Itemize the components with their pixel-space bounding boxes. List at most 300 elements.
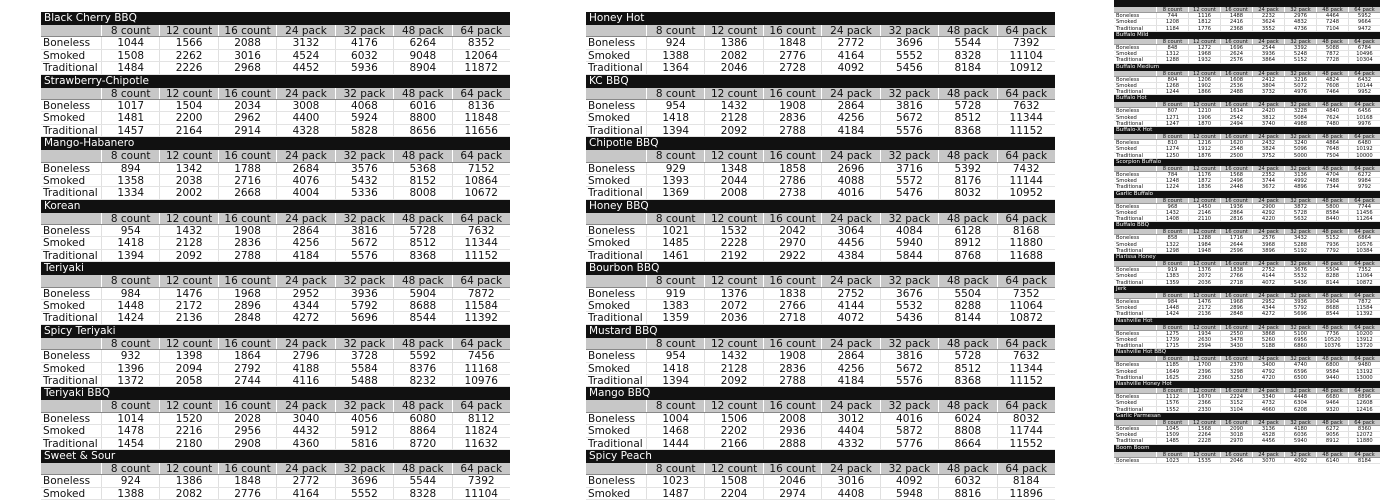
- table-cell: 2110: [1188, 216, 1220, 221]
- table-cell: 2038: [159, 175, 217, 186]
- column-header: 8 count: [646, 338, 704, 349]
- column-header: 16 count: [1220, 198, 1252, 203]
- table-cell: 8368: [938, 375, 996, 386]
- table-cell: 8368: [393, 250, 451, 261]
- column-header: 32 pack: [1284, 388, 1316, 393]
- table-cell: 2368: [1220, 26, 1252, 31]
- table-cell: 10952: [997, 187, 1055, 198]
- table-cell: 807: [1156, 108, 1188, 113]
- row-label: Smoked: [43, 300, 86, 312]
- table-cell: 1275: [1156, 331, 1188, 336]
- table-cell: 8184: [938, 62, 996, 73]
- table-cell: 11584: [1348, 305, 1380, 310]
- table-cell: 4092: [821, 62, 879, 73]
- flavor-title: [1114, 0, 1380, 7]
- table-cell: 1836: [1188, 184, 1220, 189]
- column-header: 24 pack: [821, 150, 879, 161]
- table-cell: 1481: [101, 112, 159, 123]
- table-cell: 1968: [1220, 299, 1252, 304]
- column-header: 12 count: [1188, 39, 1220, 44]
- row-label: Boneless: [43, 37, 91, 49]
- column-header: 32 pack: [1284, 7, 1316, 12]
- table-cell: 2956: [218, 425, 276, 436]
- column-header: 8 count: [1156, 356, 1188, 361]
- table-cell: 2090: [1220, 426, 1252, 431]
- column-header: 8 count: [1156, 198, 1188, 203]
- flavor-title: Teriyaki: [41, 262, 510, 275]
- table-row: [41, 413, 510, 425]
- column-header: 12 count: [704, 213, 762, 224]
- table-cell: 1184: [1156, 26, 1188, 31]
- column-header: 16 count: [1220, 261, 1252, 266]
- column-header: 48 pack: [1316, 39, 1348, 44]
- table-cell: 4740: [1284, 362, 1316, 367]
- table-cell: 1432: [704, 100, 762, 111]
- table-row: [41, 37, 510, 49]
- column-header: 64 pack: [1348, 7, 1380, 12]
- column-header: 48 pack: [938, 25, 996, 36]
- column-header: 8 count: [1156, 293, 1188, 298]
- table-cell: 8544: [393, 312, 451, 323]
- row-label: Traditional: [1116, 25, 1144, 31]
- table-cell: 2180: [159, 438, 217, 449]
- column-header: 24 pack: [1252, 166, 1284, 171]
- row-label: Boneless: [1116, 140, 1140, 146]
- table-cell: 5544: [938, 37, 996, 48]
- table-cell: 2766: [763, 300, 821, 311]
- table-cell: 8328: [393, 488, 451, 499]
- table-cell: 1468: [646, 425, 704, 436]
- row-label: Traditional: [588, 187, 643, 199]
- row-label: Smoked: [43, 49, 86, 62]
- table-cell: 2044: [704, 175, 762, 186]
- table-cell: 5816: [335, 438, 393, 449]
- row-label: Traditional: [1116, 374, 1144, 380]
- column-header: 32 pack: [1284, 293, 1316, 298]
- table-row: [586, 438, 1055, 450]
- table-cell: 7744: [1348, 204, 1380, 209]
- table-cell: 5192: [1284, 248, 1316, 253]
- row-label: Boneless: [43, 475, 91, 487]
- flavor-table: [586, 12, 1055, 75]
- column-header: 24 pack: [1252, 102, 1284, 107]
- table-cell: 1045: [1156, 426, 1188, 431]
- table-cell: 8288: [938, 300, 996, 311]
- column-header: 64 pack: [452, 400, 510, 411]
- table-cell: 4864: [1316, 140, 1348, 145]
- table-cell: 2128: [704, 112, 762, 123]
- table-cell: 8232: [393, 375, 451, 386]
- row-label: Boneless: [43, 99, 91, 112]
- table-cell: 10496: [1348, 51, 1380, 56]
- table-cell: 5696: [335, 312, 393, 323]
- column-header: 8 count: [646, 275, 704, 286]
- table-row: [41, 225, 510, 237]
- table-cell: 5504: [938, 288, 996, 299]
- column-header: 8 count: [1156, 134, 1188, 139]
- row-label: Traditional: [1116, 343, 1144, 349]
- column-header: 16 count: [1220, 71, 1252, 76]
- header-blank: [586, 338, 646, 349]
- table-cell: 4400: [276, 112, 334, 123]
- table-cell: 1386: [159, 475, 217, 486]
- column-header: 48 pack: [1316, 420, 1348, 425]
- table-cell: 11880: [997, 237, 1055, 248]
- table-row: [586, 475, 1055, 487]
- table-cell: 5436: [1284, 280, 1316, 285]
- table-cell: 11456: [1348, 210, 1380, 215]
- table-cell: 2548: [1220, 146, 1252, 151]
- header-row: [41, 275, 510, 287]
- table-cell: 8360: [1348, 426, 1380, 431]
- table-row: [586, 350, 1055, 362]
- column-header: 16 count: [1220, 134, 1252, 139]
- table-cell: 2352: [1252, 172, 1284, 177]
- table-cell: 5152: [1316, 235, 1348, 240]
- row-label: Boneless: [1116, 425, 1140, 432]
- table-cell: 2922: [763, 250, 821, 261]
- table-cell: 7352: [1348, 267, 1380, 272]
- column-header: 12 count: [1188, 356, 1220, 361]
- column-header: 24 pack: [1252, 198, 1284, 203]
- row-label: Boneless: [1116, 44, 1140, 51]
- row-label: Traditional: [1116, 247, 1144, 253]
- table-cell: 1485: [646, 237, 704, 248]
- flavor-title: Spicy Peach: [586, 450, 1055, 463]
- table-cell: 3250: [1220, 375, 1252, 380]
- table-cell: 2738: [763, 187, 821, 198]
- table-cell: 9976: [1348, 121, 1380, 126]
- column-header: 48 pack: [1316, 229, 1348, 234]
- column-header: 32 pack: [880, 88, 938, 99]
- column-header: 48 pack: [393, 213, 451, 224]
- table-cell: 5000: [1284, 153, 1316, 158]
- table-cell: 10912: [997, 62, 1055, 73]
- table-cell: 2594: [1188, 343, 1220, 348]
- column-header: 8 count: [1156, 229, 1188, 234]
- table-cell: 11872: [452, 62, 510, 73]
- table-cell: 2412: [1252, 77, 1284, 82]
- column-header: 12 count: [159, 463, 217, 474]
- table-cell: 2172: [159, 300, 217, 311]
- table-cell: 1185: [1156, 362, 1188, 367]
- table-row: [586, 125, 1055, 137]
- column-header: 16 count: [763, 400, 821, 411]
- table-cell: 7792: [1316, 248, 1348, 253]
- table-cell: 2968: [218, 62, 276, 73]
- table-cell: 9792: [1348, 184, 1380, 189]
- column-header: 48 pack: [393, 275, 451, 286]
- column-header: 24 pack: [1252, 293, 1284, 298]
- table-cell: 2128: [704, 363, 762, 374]
- column-header: 64 pack: [1348, 198, 1380, 203]
- table-cell: 11552: [997, 438, 1055, 449]
- table-cell: 2776: [763, 50, 821, 61]
- table-cell: 4176: [335, 37, 393, 48]
- table-cell: 4092: [1284, 458, 1316, 463]
- table-cell: 2788: [218, 250, 276, 261]
- table-cell: 4164: [821, 50, 879, 61]
- table-cell: 7152: [452, 163, 510, 174]
- column-header: 24 pack: [1252, 452, 1284, 457]
- row-label: Boneless: [43, 225, 91, 237]
- table-cell: 5728: [938, 350, 996, 361]
- column-header: 64 pack: [452, 463, 510, 474]
- flavor-title: Boom Boom: [1114, 445, 1380, 452]
- column-header: 8 count: [1156, 71, 1188, 76]
- column-header: 32 pack: [1284, 198, 1316, 203]
- table-cell: 2192: [704, 250, 762, 261]
- table-cell: 11152: [997, 375, 1055, 386]
- column-header: 16 count: [218, 400, 276, 411]
- header-row: [41, 150, 510, 162]
- table-row: [41, 112, 510, 124]
- table-cell: 8152: [393, 175, 451, 186]
- column-header: 32 pack: [335, 88, 393, 99]
- table-cell: 4840: [1316, 108, 1348, 113]
- table-cell: 1858: [763, 163, 821, 174]
- table-cell: 1838: [1220, 267, 1252, 272]
- table-cell: 12064: [452, 50, 510, 61]
- column-header: 48 pack: [393, 463, 451, 474]
- column-header: 64 pack: [1348, 356, 1380, 361]
- table-cell: 1506: [704, 413, 762, 424]
- table-cell: 1948: [1188, 248, 1220, 253]
- column-header: 12 count: [1188, 71, 1220, 76]
- column-header: 12 count: [1188, 134, 1220, 139]
- table-cell: 2848: [1220, 311, 1252, 316]
- table-cell: 3816: [880, 100, 938, 111]
- table-cell: 1383: [1156, 273, 1188, 278]
- table-row: [586, 363, 1055, 375]
- column-header: 16 count: [1220, 229, 1252, 234]
- table-cell: 1424: [101, 312, 159, 323]
- row-label: Smoked: [588, 362, 631, 374]
- table-cell: 5084: [1284, 115, 1316, 120]
- table-cell: 1488: [1220, 13, 1252, 18]
- table-cell: 7736: [1316, 331, 1348, 336]
- table-cell: 5672: [880, 112, 938, 123]
- table-cell: 5096: [1284, 146, 1316, 151]
- table-cell: 7392: [452, 475, 510, 486]
- table-cell: 1476: [1188, 299, 1220, 304]
- column-header: 16 count: [218, 88, 276, 99]
- table-cell: 3576: [335, 163, 393, 174]
- table-cell: 11392: [452, 312, 510, 323]
- row-label: Traditional: [43, 437, 98, 449]
- table-cell: 2786: [763, 175, 821, 186]
- row-label: Smoked: [43, 425, 86, 437]
- table-cell: 1288: [1188, 235, 1220, 240]
- column-header: 48 pack: [393, 338, 451, 349]
- table-cell: 6500: [1284, 375, 1316, 380]
- table-cell: 5476: [880, 187, 938, 198]
- flavor-title: Scorpion Buffalo: [1114, 159, 1380, 166]
- table-cell: 11264: [1348, 216, 1380, 221]
- row-label: Smoked: [1116, 146, 1137, 152]
- column-right: [1114, 0, 1380, 464]
- column-header: 64 pack: [997, 25, 1055, 36]
- table-cell: 1812: [1188, 19, 1220, 24]
- table-cell: 1908: [218, 225, 276, 236]
- table-cell: 1788: [218, 163, 276, 174]
- table-cell: 5532: [880, 300, 938, 311]
- flavor-table: [1114, 0, 1380, 32]
- table-cell: 2164: [159, 125, 217, 136]
- row-label: Boneless: [43, 287, 91, 300]
- column-header: 12 count: [1188, 293, 1220, 298]
- table-cell: 1448: [1156, 305, 1188, 310]
- table-cell: 2204: [704, 488, 762, 499]
- table-cell: 2718: [1220, 280, 1252, 285]
- table-cell: 3478: [1220, 337, 1252, 342]
- table-cell: 9480: [1348, 362, 1380, 367]
- table-cell: 1476: [159, 288, 217, 299]
- table-cell: 2976: [1284, 13, 1316, 18]
- table-row: [586, 175, 1055, 187]
- table-cell: 1418: [646, 112, 704, 123]
- column-header: 24 pack: [821, 400, 879, 411]
- table-cell: 3298: [1220, 369, 1252, 374]
- column-header: 12 count: [1188, 261, 1220, 266]
- table-row: [586, 100, 1055, 112]
- table-cell: 8368: [938, 125, 996, 136]
- column-header: 64 pack: [997, 400, 1055, 411]
- table-cell: 4088: [821, 175, 879, 186]
- table-cell: 3816: [335, 225, 393, 236]
- column-header: 48 pack: [938, 400, 996, 411]
- column-header: 16 count: [1220, 293, 1252, 298]
- table-cell: 11584: [452, 300, 510, 311]
- column-header: 32 pack: [1284, 261, 1316, 266]
- column-header: 64 pack: [1348, 134, 1380, 139]
- table-cell: 7936: [1316, 242, 1348, 247]
- flavor-title: Harissa Honey: [1114, 254, 1380, 261]
- table-cell: 1478: [101, 425, 159, 436]
- table-cell: 4092: [880, 475, 938, 486]
- table-cell: 6140: [1316, 458, 1348, 463]
- table-cell: 2360: [1188, 375, 1220, 380]
- table-cell: 3064: [821, 225, 879, 236]
- column-header: 12 count: [159, 213, 217, 224]
- table-row: [41, 363, 510, 375]
- table-cell: 5948: [880, 488, 938, 499]
- table-cell: 1358: [101, 175, 159, 186]
- table-cell: 11344: [997, 112, 1055, 123]
- table-cell: 1396: [101, 363, 159, 374]
- table-cell: 3936: [335, 288, 393, 299]
- table-row: [586, 37, 1055, 49]
- table-cell: 9472: [1348, 26, 1380, 31]
- table-cell: 5100: [1284, 331, 1316, 336]
- table-cell: 8376: [393, 363, 451, 374]
- column-header: 16 count: [1220, 420, 1252, 425]
- column-header: 32 pack: [880, 150, 938, 161]
- table-cell: 2766: [1220, 273, 1252, 278]
- table-cell: 12608: [1348, 400, 1380, 405]
- flavor-title: Mango BBQ: [586, 387, 1055, 400]
- column-header: 64 pack: [1348, 229, 1380, 234]
- column-middle: [586, 12, 1055, 500]
- table-cell: 8664: [938, 438, 996, 449]
- table-cell: 5368: [393, 163, 451, 174]
- table-cell: 7872: [452, 288, 510, 299]
- table-cell: 10000: [1348, 153, 1380, 158]
- table-cell: 7624: [1316, 115, 1348, 120]
- table-cell: 3696: [880, 37, 938, 48]
- row-label: Traditional: [1116, 89, 1144, 95]
- column-header: 48 pack: [1316, 293, 1348, 298]
- table-cell: 2696: [821, 163, 879, 174]
- table-cell: 8912: [938, 237, 996, 248]
- row-label: Boneless: [588, 412, 636, 425]
- column-header: 32 pack: [335, 338, 393, 349]
- table-cell: 7432: [997, 163, 1055, 174]
- table-row: [586, 300, 1055, 312]
- table-cell: 5672: [880, 363, 938, 374]
- table-cell: 10168: [1348, 115, 1380, 120]
- row-label: Smoked: [1116, 336, 1137, 343]
- row-label: Boneless: [1116, 108, 1140, 114]
- table-cell: 1432: [159, 225, 217, 236]
- column-header: 64 pack: [1348, 71, 1380, 76]
- column-header: 24 pack: [821, 25, 879, 36]
- table-cell: 4084: [880, 225, 938, 236]
- table-cell: 9584: [1316, 369, 1348, 374]
- table-cell: 4448: [1284, 394, 1316, 399]
- column-header: 64 pack: [1348, 166, 1380, 171]
- table-cell: 9664: [1348, 19, 1380, 24]
- table-cell: 6208: [1284, 407, 1316, 412]
- table-cell: 1876: [1188, 153, 1220, 158]
- table-cell: 1398: [159, 350, 217, 361]
- table-cell: 2092: [704, 125, 762, 136]
- table-cell: 8008: [393, 187, 451, 198]
- table-cell: 2028: [218, 413, 276, 424]
- table-cell: 8168: [997, 225, 1055, 236]
- header-blank: [41, 275, 101, 286]
- header-row: [41, 213, 510, 225]
- table-cell: 3008: [276, 100, 334, 111]
- flavor-title: Sweet & Sour: [41, 450, 510, 463]
- table-cell: 1372: [101, 375, 159, 386]
- column-header: 16 count: [1220, 102, 1252, 107]
- table-cell: 1902: [1188, 83, 1220, 88]
- table-cell: 5728: [938, 100, 996, 111]
- table-cell: 2974: [763, 488, 821, 499]
- table-cell: 4256: [821, 112, 879, 123]
- table-cell: 8328: [938, 50, 996, 61]
- flavor-title: Strawberry-Chipotle: [41, 75, 510, 88]
- column-header: 48 pack: [1316, 198, 1348, 203]
- table-cell: 2216: [159, 425, 217, 436]
- table-row: [41, 175, 510, 187]
- table-cell: 2776: [218, 488, 276, 499]
- table-cell: 1376: [704, 288, 762, 299]
- column-header: 48 pack: [938, 88, 996, 99]
- column-header: 64 pack: [452, 338, 510, 349]
- table-cell: 3868: [1252, 331, 1284, 336]
- table-cell: 6128: [938, 225, 996, 236]
- table-cell: 3728: [335, 350, 393, 361]
- row-label: Boneless: [1116, 457, 1140, 463]
- table-cell: 2952: [276, 288, 334, 299]
- table-cell: 1448: [101, 300, 159, 311]
- table-cell: 2046: [763, 475, 821, 486]
- flavor-table: [586, 200, 1055, 263]
- table-cell: 6264: [393, 37, 451, 48]
- table-cell: 11104: [452, 488, 510, 499]
